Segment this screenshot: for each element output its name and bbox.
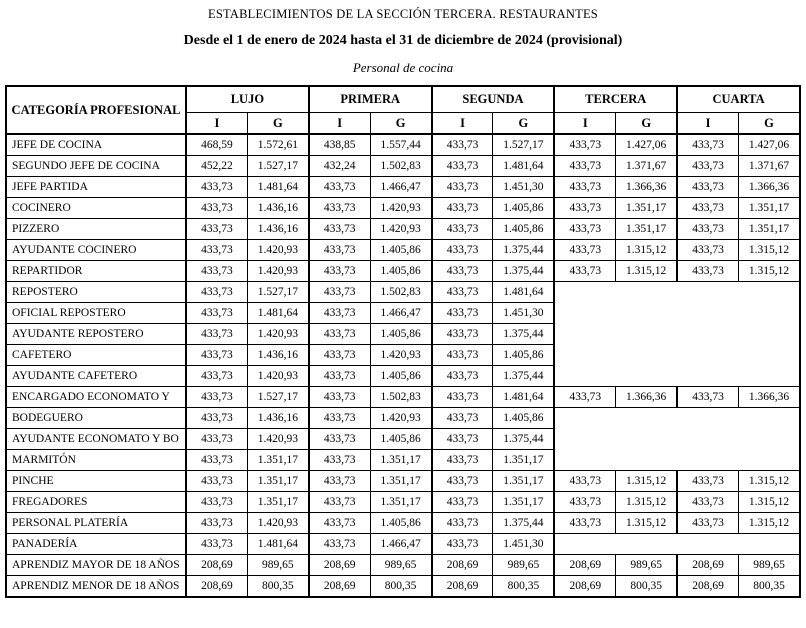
value-cell: 433,73 [186, 303, 247, 324]
value-cell: 1.420,93 [247, 429, 308, 450]
value-cell: 433,73 [432, 219, 493, 240]
table-row [6, 177, 800, 198]
value-cell: 1.315,12 [616, 240, 677, 261]
value-cell: 433,73 [186, 240, 247, 261]
value-cell: 1.427,06 [739, 134, 800, 156]
value-cell: 433,73 [554, 513, 615, 534]
value-cell: 208,69 [432, 576, 493, 598]
value-cell: 989,65 [247, 555, 308, 576]
subheader-g-lujo: G [247, 113, 308, 135]
value-cell: 1.420,93 [247, 240, 308, 261]
value-cell: 433,73 [432, 450, 493, 471]
table-row [6, 387, 800, 408]
value-cell: 433,73 [432, 324, 493, 345]
value-cell: 1.315,12 [739, 240, 800, 261]
value-cell: 1.420,93 [247, 513, 308, 534]
value-cell: 433,73 [309, 429, 370, 450]
category-cell: ENCARGADO ECONOMATO Y [6, 387, 186, 408]
value-cell: 1.315,12 [739, 513, 800, 534]
value-cell: 208,69 [554, 555, 615, 576]
value-cell: 1.420,93 [370, 198, 431, 219]
subheader-i-segunda: I [432, 113, 493, 135]
value-cell: 1.366,36 [739, 387, 800, 408]
category-cell: APRENDIZ MAYOR DE 18 AÑOS [6, 555, 186, 576]
value-cell: 1.351,17 [616, 219, 677, 240]
value-cell: 433,73 [432, 471, 493, 492]
value-cell: 1.420,93 [370, 408, 431, 429]
value-cell: 1.405,86 [493, 219, 554, 240]
value-cell: 1.351,17 [739, 219, 800, 240]
category-cell: PANADERÍA [6, 534, 186, 555]
value-cell: 433,73 [677, 134, 738, 156]
value-cell: 1.351,17 [493, 492, 554, 513]
category-cell: COCINERO [6, 198, 186, 219]
value-cell: 433,73 [432, 408, 493, 429]
value-cell: 1.502,83 [370, 387, 431, 408]
category-cell: CAFETERO [6, 345, 186, 366]
category-cell: AYUDANTE COCINERO [6, 240, 186, 261]
value-cell: 800,35 [493, 576, 554, 598]
value-cell: 989,65 [739, 555, 800, 576]
empty-region [554, 534, 800, 555]
category-cell: PIZZERO [6, 219, 186, 240]
value-cell: 433,73 [186, 324, 247, 345]
value-cell: 433,73 [309, 324, 370, 345]
value-cell: 433,73 [309, 303, 370, 324]
salary-table [5, 85, 801, 598]
value-cell: 989,65 [493, 555, 554, 576]
value-cell: 432,24 [309, 156, 370, 177]
value-cell: 1.466,47 [370, 177, 431, 198]
value-cell: 1.502,83 [370, 282, 431, 303]
value-cell: 433,73 [677, 261, 738, 282]
value-cell: 1.466,47 [370, 534, 431, 555]
value-cell: 1.405,86 [493, 198, 554, 219]
value-cell: 433,73 [554, 177, 615, 198]
table-row [6, 282, 800, 303]
value-cell: 433,73 [309, 534, 370, 555]
value-cell: 800,35 [739, 576, 800, 598]
value-cell: 1.572,61 [247, 134, 308, 156]
category-cell: AYUDANTE ECONOMATO Y BO [6, 429, 186, 450]
category-cell: REPARTIDOR [6, 261, 186, 282]
category-cell: PINCHE [6, 471, 186, 492]
category-cell: AYUDANTE CAFETERO [6, 366, 186, 387]
value-cell: 1.420,93 [370, 345, 431, 366]
value-cell: 989,65 [370, 555, 431, 576]
value-cell: 1.481,64 [247, 534, 308, 555]
value-cell: 433,73 [186, 282, 247, 303]
category-cell: PERSONAL PLATERÍA [6, 513, 186, 534]
value-cell: 433,73 [432, 429, 493, 450]
table-row [6, 156, 800, 177]
salary-table-body [6, 134, 800, 597]
value-cell: 1.315,12 [739, 471, 800, 492]
table-row [6, 408, 800, 429]
category-cell: MARMITÓN [6, 450, 186, 471]
value-cell: 438,85 [309, 134, 370, 156]
value-cell: 433,73 [677, 387, 738, 408]
value-cell: 433,73 [554, 492, 615, 513]
value-cell: 1.436,16 [247, 198, 308, 219]
value-cell: 1.315,12 [616, 261, 677, 282]
value-cell: 433,73 [432, 387, 493, 408]
value-cell: 1.371,67 [739, 156, 800, 177]
value-cell: 433,73 [432, 534, 493, 555]
value-cell: 1.466,47 [370, 303, 431, 324]
category-cell: JEFE DE COCINA [6, 134, 186, 156]
table-subtitle: Personal de cocina [352, 60, 454, 75]
value-cell: 433,73 [186, 219, 247, 240]
value-cell: 433,73 [554, 240, 615, 261]
value-cell: 433,73 [677, 513, 738, 534]
value-cell: 1.405,86 [370, 240, 431, 261]
value-cell: 208,69 [432, 555, 493, 576]
value-cell: 1.351,17 [739, 198, 800, 219]
value-cell: 1.481,64 [247, 303, 308, 324]
value-cell: 800,35 [370, 576, 431, 598]
value-cell: 208,69 [309, 555, 370, 576]
value-cell: 433,73 [432, 156, 493, 177]
value-cell: 1.375,44 [493, 513, 554, 534]
value-cell: 1.420,93 [370, 219, 431, 240]
group-header-segunda: SEGUNDA [432, 86, 555, 113]
table-row [6, 534, 800, 555]
value-cell: 433,73 [432, 282, 493, 303]
value-cell: 433,73 [309, 387, 370, 408]
value-cell: 1.405,86 [370, 366, 431, 387]
value-cell: 433,73 [309, 282, 370, 303]
value-cell: 1.451,30 [493, 177, 554, 198]
subheader-i-primera: I [309, 113, 370, 135]
value-cell: 1.315,12 [616, 471, 677, 492]
category-cell: FREGADORES [6, 492, 186, 513]
table-row [6, 134, 800, 156]
value-cell: 1.427,06 [616, 134, 677, 156]
value-cell: 208,69 [677, 555, 738, 576]
value-cell: 433,73 [309, 408, 370, 429]
value-cell: 1.502,83 [370, 156, 431, 177]
value-cell: 1.527,17 [247, 387, 308, 408]
value-cell: 433,73 [186, 345, 247, 366]
table-row [6, 219, 800, 240]
value-cell: 1.436,16 [247, 408, 308, 429]
value-cell: 1.315,12 [616, 492, 677, 513]
value-cell: 433,73 [186, 429, 247, 450]
value-cell: 1.405,86 [493, 408, 554, 429]
subheader-g-cuarta: G [739, 113, 800, 135]
value-cell: 1.315,12 [616, 513, 677, 534]
table-row [6, 261, 800, 282]
table-row [6, 576, 800, 598]
value-cell: 1.481,64 [247, 177, 308, 198]
value-cell: 433,73 [432, 303, 493, 324]
subheader-i-lujo: I [186, 113, 247, 135]
value-cell: 1.481,64 [493, 387, 554, 408]
value-cell: 433,73 [554, 198, 615, 219]
value-cell: 1.315,12 [739, 492, 800, 513]
value-cell: 1.420,93 [247, 261, 308, 282]
value-cell: 1.366,36 [616, 177, 677, 198]
value-cell: 433,73 [309, 513, 370, 534]
value-cell: 433,73 [186, 450, 247, 471]
category-column-header: CATEGORÍA PROFESIONAL [6, 86, 186, 134]
subheader-g-primera: G [370, 113, 431, 135]
value-cell: 208,69 [554, 576, 615, 598]
value-cell: 1.371,67 [616, 156, 677, 177]
value-cell: 208,69 [186, 576, 247, 598]
value-cell: 1.375,44 [493, 324, 554, 345]
group-header-cuarta: CUARTA [677, 86, 800, 113]
value-cell: 433,73 [309, 240, 370, 261]
value-cell: 208,69 [186, 555, 247, 576]
value-cell: 1.366,36 [616, 387, 677, 408]
value-cell: 433,73 [309, 219, 370, 240]
value-cell: 1.527,17 [493, 134, 554, 156]
table-row [6, 513, 800, 534]
category-cell: JEFE PARTIDA [6, 177, 186, 198]
value-cell: 1.420,93 [247, 324, 308, 345]
value-cell: 1.351,17 [247, 450, 308, 471]
group-header-tercera: TERCERA [554, 86, 677, 113]
subheader-i-cuarta: I [677, 113, 738, 135]
value-cell: 1.351,17 [493, 471, 554, 492]
value-cell: 1.527,17 [247, 156, 308, 177]
value-cell: 433,73 [554, 134, 615, 156]
value-cell: 433,73 [432, 492, 493, 513]
value-cell: 433,73 [677, 177, 738, 198]
value-cell: 433,73 [186, 366, 247, 387]
value-cell: 1.405,86 [370, 429, 431, 450]
value-cell: 433,73 [432, 198, 493, 219]
value-cell: 989,65 [616, 555, 677, 576]
empty-region [554, 408, 800, 471]
value-cell: 1.405,86 [370, 513, 431, 534]
value-cell: 208,69 [309, 576, 370, 598]
value-cell: 1.375,44 [493, 240, 554, 261]
category-cell: SEGUNDO JEFE DE COCINA [6, 156, 186, 177]
value-cell: 433,73 [554, 261, 615, 282]
value-cell: 433,73 [309, 366, 370, 387]
value-cell: 1.527,17 [247, 282, 308, 303]
value-cell: 433,73 [186, 387, 247, 408]
value-cell: 1.405,86 [370, 261, 431, 282]
value-cell: 468,59 [186, 134, 247, 156]
value-cell: 1.436,16 [247, 345, 308, 366]
value-cell: 433,73 [677, 471, 738, 492]
value-cell: 1.375,44 [493, 429, 554, 450]
category-cell: REPOSTERO [6, 282, 186, 303]
value-cell: 433,73 [432, 240, 493, 261]
value-cell: 1.351,17 [370, 471, 431, 492]
value-cell: 1.375,44 [493, 366, 554, 387]
value-cell: 433,73 [677, 240, 738, 261]
value-cell: 1.420,93 [247, 366, 308, 387]
value-cell: 433,73 [186, 471, 247, 492]
value-cell: 1.481,64 [493, 156, 554, 177]
value-cell: 433,73 [309, 261, 370, 282]
value-cell: 433,73 [554, 156, 615, 177]
value-cell: 1.451,30 [493, 303, 554, 324]
value-cell: 433,73 [186, 408, 247, 429]
table-row [6, 198, 800, 219]
value-cell: 433,73 [677, 492, 738, 513]
value-cell: 1.436,16 [247, 219, 308, 240]
value-cell: 800,35 [247, 576, 308, 598]
value-cell: 433,73 [554, 219, 615, 240]
value-cell: 1.375,44 [493, 261, 554, 282]
value-cell: 800,35 [616, 576, 677, 598]
table-row [6, 471, 800, 492]
group-header-primera: PRIMERA [309, 86, 432, 113]
value-cell: 1.351,17 [616, 198, 677, 219]
category-cell: OFICIAL REPOSTERO [6, 303, 186, 324]
value-cell: 1.451,30 [493, 534, 554, 555]
value-cell: 433,73 [186, 513, 247, 534]
value-cell: 433,73 [186, 492, 247, 513]
value-cell: 1.315,12 [739, 261, 800, 282]
value-cell: 433,73 [309, 345, 370, 366]
value-cell: 1.351,17 [370, 492, 431, 513]
value-cell: 433,73 [432, 345, 493, 366]
value-cell: 1.351,17 [247, 492, 308, 513]
value-cell: 433,73 [309, 492, 370, 513]
category-cell: APRENDIZ MENOR DE 18 AÑOS [6, 576, 186, 598]
subheader-i-tercera: I [554, 113, 615, 135]
value-cell: 433,73 [432, 513, 493, 534]
value-cell: 1.351,17 [247, 471, 308, 492]
empty-region [554, 282, 800, 387]
value-cell: 433,73 [309, 450, 370, 471]
subheader-g-segunda: G [493, 113, 554, 135]
value-cell: 433,73 [186, 177, 247, 198]
value-cell: 433,73 [432, 261, 493, 282]
value-cell: 433,73 [186, 198, 247, 219]
value-cell: 433,73 [432, 366, 493, 387]
value-cell: 1.405,86 [370, 324, 431, 345]
value-cell: 1.481,64 [493, 282, 554, 303]
value-cell: 433,73 [554, 471, 615, 492]
value-cell: 433,73 [186, 534, 247, 555]
value-cell: 433,73 [432, 134, 493, 156]
value-cell: 433,73 [309, 177, 370, 198]
table-row [6, 555, 800, 576]
subheader-g-tercera: G [616, 113, 677, 135]
value-cell: 433,73 [677, 198, 738, 219]
value-cell: 433,73 [309, 471, 370, 492]
value-cell: 1.405,86 [493, 345, 554, 366]
value-cell: 208,69 [677, 576, 738, 598]
value-cell: 433,73 [677, 219, 738, 240]
table-row [6, 240, 800, 261]
date-range-title: Desde el 1 de enero de 2024 hasta el 31 de diciembre de 2024 (provisional) [183, 33, 623, 48]
value-cell: 1.351,17 [493, 450, 554, 471]
category-cell: BODEGUERO [6, 408, 186, 429]
value-cell: 452,22 [186, 156, 247, 177]
table-row [6, 492, 800, 513]
section-title: ESTABLECIMIENTOS DE LA SECCIÓN TERCERA. RESTAURANTES [208, 7, 598, 21]
group-header-lujo: LUJO [186, 86, 309, 113]
value-cell: 433,73 [554, 387, 615, 408]
value-cell: 433,73 [309, 198, 370, 219]
value-cell: 433,73 [432, 177, 493, 198]
table-header-groups [6, 86, 800, 113]
value-cell: 1.557,44 [370, 134, 431, 156]
value-cell: 1.366,36 [739, 177, 800, 198]
value-cell: 433,73 [186, 261, 247, 282]
value-cell: 433,73 [677, 156, 738, 177]
category-cell: AYUDANTE REPOSTERO [6, 324, 186, 345]
value-cell: 1.351,17 [370, 450, 431, 471]
